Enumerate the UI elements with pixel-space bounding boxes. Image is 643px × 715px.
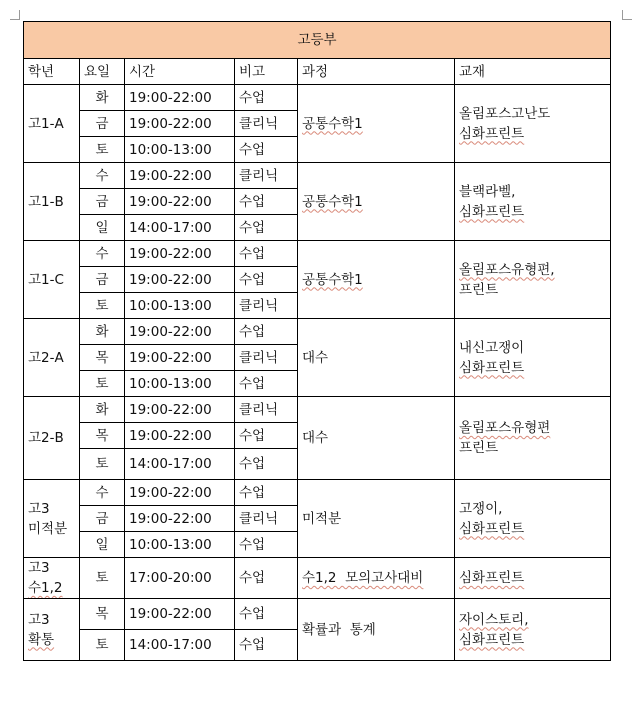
day-cell: 토	[80, 293, 125, 319]
course-cell	[298, 241, 455, 319]
course-label: 대수	[302, 430, 329, 446]
grade-line: 고3	[28, 560, 50, 576]
time-cell: 19:00-22:00	[125, 189, 235, 215]
day-cell: 금	[80, 506, 125, 532]
course-cell	[298, 85, 455, 163]
note-cell: 수업	[235, 532, 298, 558]
table-row	[24, 480, 611, 506]
textbook-cell	[455, 397, 611, 480]
course-cell	[298, 599, 455, 661]
course-label: 공통수학1	[302, 115, 363, 132]
grade-line: 고3	[28, 611, 50, 628]
day-cell: 금	[80, 267, 125, 293]
note-cell: 클리닉	[235, 506, 298, 532]
time-cell: 19:00-22:00	[125, 480, 235, 506]
note-cell: 클리닉	[235, 111, 298, 137]
grade-line: 수1,2	[28, 580, 63, 596]
day-cell: 토	[80, 449, 125, 480]
day-cell: 금	[80, 189, 125, 215]
time-cell: 19:00-22:00	[125, 599, 235, 630]
course-cell	[298, 558, 455, 599]
course-label: 확률과 통계	[302, 621, 376, 638]
time-cell: 19:00-22:00	[125, 506, 235, 532]
day-cell: 토	[80, 371, 125, 397]
day-cell: 목	[80, 423, 125, 449]
day-cell: 목	[80, 599, 125, 630]
grade-line: 고3	[28, 500, 50, 517]
table-row	[24, 163, 611, 189]
day-cell: 금	[80, 111, 125, 137]
textbook-cell	[455, 163, 611, 241]
page-corner-mark-right	[622, 10, 632, 20]
course-label: 대수	[302, 349, 329, 366]
grade-line: 미적분	[28, 520, 68, 537]
page-corner-mark-left	[10, 10, 20, 20]
day-cell: 화	[80, 85, 125, 111]
day-cell: 토	[80, 137, 125, 163]
grade-cell	[24, 480, 80, 558]
course-label: 미적분	[302, 510, 342, 527]
note-cell: 수업	[235, 423, 298, 449]
textbook-cell	[455, 558, 611, 599]
time-cell: 19:00-22:00	[125, 241, 235, 267]
note-cell: 수업	[235, 599, 298, 630]
day-cell: 수	[80, 480, 125, 506]
time-cell: 19:00-22:00	[125, 397, 235, 423]
course-label: 공통수학1	[302, 271, 363, 288]
textbook-line: 블랙라벨,	[459, 183, 516, 200]
textbook-line: 올림포스유형편,	[459, 261, 555, 278]
table-title: 고등부	[24, 22, 611, 59]
day-cell: 수	[80, 163, 125, 189]
time-cell: 10:00-13:00	[125, 293, 235, 319]
textbook-cell	[455, 480, 611, 558]
header-grade: 학년	[24, 59, 80, 85]
textbook-cell	[455, 319, 611, 397]
header-day: 요일	[80, 59, 125, 85]
note-cell: 수업	[235, 241, 298, 267]
time-cell: 10:00-13:00	[125, 371, 235, 397]
course-cell	[298, 163, 455, 241]
time-cell: 19:00-22:00	[125, 345, 235, 371]
day-cell: 일	[80, 532, 125, 558]
note-cell: 수업	[235, 449, 298, 480]
grade-cell	[24, 558, 80, 599]
course-label: 공통수학1	[302, 193, 363, 210]
note-cell: 클리닉	[235, 397, 298, 423]
grade-cell: 고1-C	[24, 241, 80, 319]
time-cell: 14:00-17:00	[125, 449, 235, 480]
note-cell: 수업	[235, 558, 298, 599]
table-row	[24, 241, 611, 267]
textbook-line: 심화프린트	[459, 125, 525, 142]
day-cell: 목	[80, 345, 125, 371]
course-cell	[298, 397, 455, 480]
note-cell: 수업	[235, 480, 298, 506]
grade-cell	[24, 599, 80, 661]
time-cell: 19:00-22:00	[125, 319, 235, 345]
table-row	[24, 558, 611, 599]
course-cell	[298, 480, 455, 558]
note-cell: 클리닉	[235, 163, 298, 189]
note-cell: 클리닉	[235, 345, 298, 371]
textbook-line: 올림포스고난도	[459, 105, 551, 122]
note-cell: 수업	[235, 137, 298, 163]
day-cell: 수	[80, 241, 125, 267]
textbook-line: 자이스토리,	[459, 611, 529, 628]
textbook-line: 프린트	[459, 440, 499, 456]
grade-cell: 고1-A	[24, 85, 80, 163]
header-note: 비고	[235, 59, 298, 85]
textbook-line: 심화프린트	[459, 631, 525, 648]
time-cell: 19:00-22:00	[125, 163, 235, 189]
header-textbook: 교재	[455, 59, 611, 85]
day-cell: 화	[80, 397, 125, 423]
note-cell: 수업	[235, 630, 298, 661]
day-cell: 토	[80, 630, 125, 661]
grade-cell: 고2-B	[24, 397, 80, 480]
note-cell: 수업	[235, 189, 298, 215]
note-cell: 수업	[235, 319, 298, 345]
textbook-cell	[455, 599, 611, 661]
time-cell: 17:00-20:00	[125, 558, 235, 599]
textbook-line: 심화프린트	[459, 520, 525, 537]
grade-cell: 고2-A	[24, 319, 80, 397]
note-cell: 수업	[235, 371, 298, 397]
table-row	[24, 397, 611, 423]
textbook-line: 심화프린트	[459, 570, 525, 586]
course-cell	[298, 319, 455, 397]
header-row	[24, 59, 611, 85]
note-cell: 수업	[235, 267, 298, 293]
time-cell: 14:00-17:00	[125, 630, 235, 661]
day-cell: 일	[80, 215, 125, 241]
table-row	[24, 319, 611, 345]
day-cell: 화	[80, 319, 125, 345]
header-course: 과정	[298, 59, 455, 85]
note-cell: 수업	[235, 85, 298, 111]
textbook-line: 프린트	[459, 281, 499, 298]
note-cell: 수업	[235, 215, 298, 241]
time-cell: 10:00-13:00	[125, 532, 235, 558]
schedule-table	[23, 21, 611, 661]
time-cell: 14:00-17:00	[125, 215, 235, 241]
textbook-line: 내신고쟁이	[459, 339, 525, 356]
table-row	[24, 599, 611, 630]
time-cell: 19:00-22:00	[125, 85, 235, 111]
time-cell: 19:00-22:00	[125, 267, 235, 293]
grade-cell: 고1-B	[24, 163, 80, 241]
textbook-line: 올림포스유형편	[459, 420, 551, 436]
time-cell: 10:00-13:00	[125, 137, 235, 163]
textbook-line: 고쟁이,	[459, 500, 503, 517]
textbook-line: 심화프린트	[459, 203, 525, 220]
textbook-line: 심화프린트	[459, 359, 525, 376]
time-cell: 19:00-22:00	[125, 111, 235, 137]
course-label: 수1,2 모의고사대비	[302, 570, 424, 586]
header-time: 시간	[125, 59, 235, 85]
time-cell: 19:00-22:00	[125, 423, 235, 449]
grade-line: 확통	[28, 631, 55, 648]
textbook-cell	[455, 241, 611, 319]
table-row	[24, 85, 611, 111]
textbook-cell	[455, 85, 611, 163]
note-cell: 클리닉	[235, 293, 298, 319]
day-cell: 토	[80, 558, 125, 599]
